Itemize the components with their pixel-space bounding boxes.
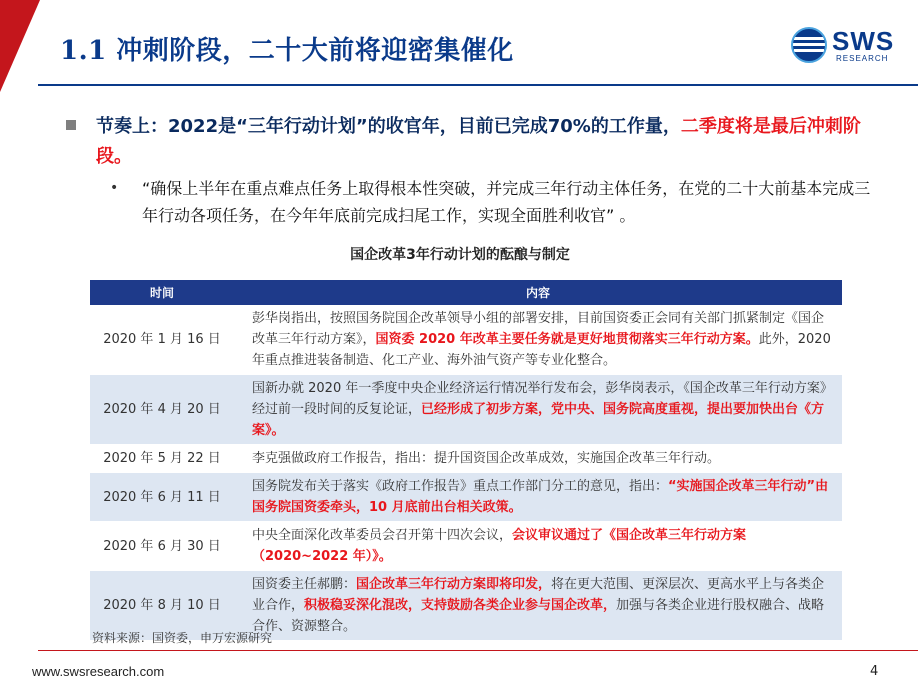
table-header-row [90, 280, 842, 305]
content-highlight: 会议审议通过了《国企改革三年行动方案（2020~2022 年）》。 [252, 528, 747, 564]
row-date: 2020 年 6 月 30 日 [90, 522, 234, 571]
table-row [90, 473, 842, 522]
logo-wordmark: SWS [832, 26, 895, 56]
source-note: 资料来源：国资委，申万宏源研究 [92, 631, 273, 645]
page-title: 1.1 冲刺阶段，二十大前将迎密集催化 [60, 36, 514, 66]
content-text: 国资委主任郝鹏： [252, 577, 357, 592]
row-date: 2020 年 5 月 22 日 [90, 445, 234, 473]
content-highlight: 国企改革三年行动方案即将印发， [356, 577, 552, 592]
sub-bullet-quote: “确保上半年在重点难点任务上取得根本性突破，并完成三年行动主体任务，在党的二十大前基本完成三年行动各项任务，在今年年底前完成扫尾工作，实现全面胜利收官” 。 [142, 179, 871, 225]
sws-logo [790, 24, 910, 64]
row-content [234, 305, 842, 375]
row-date: 2020 年 4 月 20 日 [90, 375, 234, 445]
footer-url[interactable]: www.swsresearch.com [32, 664, 165, 679]
corner-accent [0, 0, 40, 92]
logo-subtext: RESEARCH [836, 54, 889, 63]
table-row [90, 445, 842, 473]
row-content [234, 473, 842, 522]
row-date: 2020 年 1 月 16 日 [90, 305, 234, 375]
content-text: 李克强做政府工作报告，指出：提升国资国企改革成效，实施国企改革三年行动。 [252, 451, 721, 466]
content-text: 国新办就 2020 年一季度中央企业经济运行情况举行发布会，彭华岗表示，《国企改革三年行动方案》经过前一段时间的反复论证， [252, 381, 833, 417]
header-time: 时间 [90, 280, 234, 305]
footer-divider [38, 650, 918, 651]
row-content [234, 571, 842, 641]
content-highlight: 国资委 2020 年改革主要任务就是更好地贯彻落实三年行动方案。 [375, 332, 759, 347]
bullet-square-icon [66, 120, 76, 130]
content-highlight: 已经形成了初步方案，党中央、国务院高度重视，提出要加快出台《方案》。 [252, 402, 825, 438]
content-text: 此外，2020 年重点推进装备制造、化工产业、海外油气资产等专业化整合。 [252, 332, 831, 368]
table-row [90, 522, 842, 571]
row-date: 2020 年 8 月 10 日 [90, 571, 234, 641]
row-content [234, 375, 842, 445]
content-text: 彭华岗指出，按照国务院国企改革领导小组的部署安排，目前国资委正会同有关部门抓紧制定《国企改革三年行动方案》， [252, 311, 825, 347]
row-date: 2020 年 6 月 11 日 [90, 473, 234, 522]
main-bullet-highlight: 二季度将是最后冲刺阶段。 [96, 116, 861, 167]
table-row [90, 375, 842, 445]
policy-timeline-table [90, 280, 842, 641]
row-content [234, 445, 842, 473]
content-text: 将在更大范围、更深层次、更高水平上与各类企业合作， [252, 577, 825, 613]
table-row [90, 305, 842, 375]
main-bullet [96, 112, 886, 172]
page-number: 4 [870, 664, 879, 679]
sub-bullet-dot-icon: • [110, 180, 119, 196]
table-caption: 国企改革3年行动计划的酝酿与制定 [350, 247, 570, 263]
title-divider [38, 84, 918, 86]
sws-globe-icon [790, 26, 828, 64]
content-highlight: “实施国企改革三年行动”由国务院国资委牵头，10 月底前出台相关政策。 [252, 479, 829, 515]
content-text: 国务院发布关于落实《政府工作报告》重点工作部门分工的意见，指出： [252, 479, 669, 494]
main-bullet-lead: 节奏上：2022是“三年行动计划”的收官年，目前已完成70%的工作量， [96, 116, 681, 137]
content-text: 中央全面深化改革委员会召开第十四次会议， [252, 528, 513, 543]
content-highlight: 积极稳妥深化混改，支持鼓励各类企业参与国企改革， [304, 598, 617, 613]
header-content: 内容 [234, 280, 842, 305]
row-content [234, 522, 842, 571]
content-text: 加强与各类企业进行股权融合、战略合作、资源整合。 [252, 598, 825, 634]
